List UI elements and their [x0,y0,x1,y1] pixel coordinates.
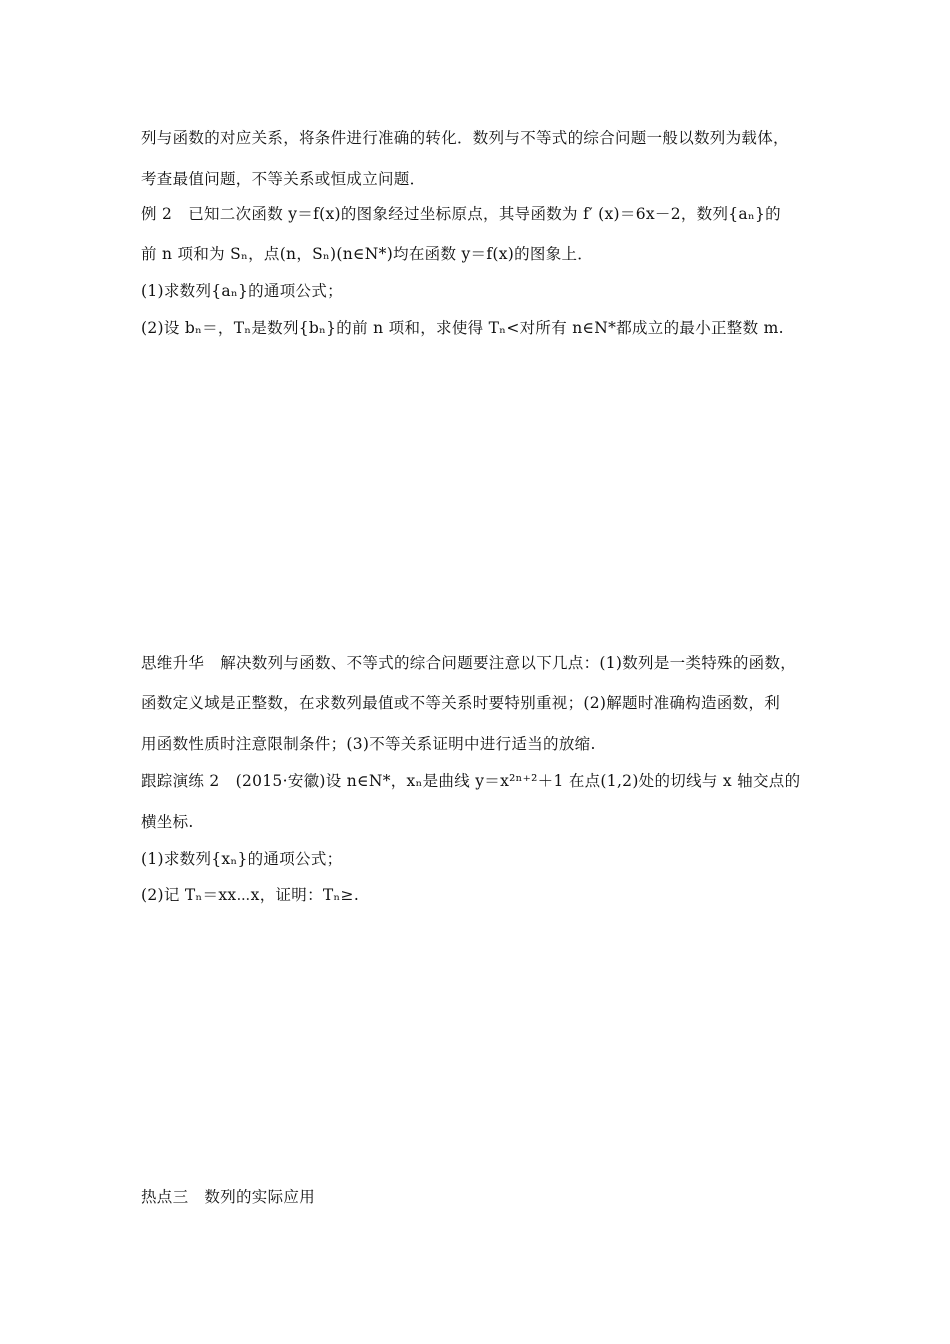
example-2-part-2: (2)设 bₙ＝，Tₙ是数列{bₙ}的前 n 项和，求使得 Tₙ<对所有 n∈N*都成立的最小正整数 m. [141,319,784,337]
section-title: 数列的实际应用 [204,1188,316,1206]
thinking-label: 思维升华 [141,654,205,672]
thinking-line-1 [141,653,796,673]
section-label: 热点三 [141,1188,189,1206]
practice-2-text: (2015·安徽)设 n∈N*，xₙ是曲线 y＝x²ⁿ⁺²＋1 在点(1,2)处的切线与 x 轴交点的 [235,772,801,790]
practice-2-line-2: 横坐标. [141,813,194,831]
example-2-label: 例 2 [141,205,173,223]
thinking-line-2: 函数定义域是正整数，在求数列最值或不等关系时要特别重视；(2)解题时准确构造函数，利 [141,694,781,712]
section-heading [141,1187,315,1207]
practice-2-line-1 [141,771,800,791]
example-2-line-1 [141,204,781,224]
practice-2-part-1: (1)求数列{xₙ}的通项公式； [141,850,343,868]
practice-2-label: 跟踪演练 2 [141,772,220,790]
paragraph-line: 列与函数的对应关系，将条件进行准确的转化．数列与不等式的综合问题一般以数列为载体， [141,129,789,147]
practice-2-part-2: (2)记 Tₙ＝xx⋯x，证明：Tₙ≥. [141,886,360,904]
thinking-text: 解决数列与函数、不等式的综合问题要注意以下几点：(1)数列是一类特殊的函数， [220,654,797,672]
example-2-line-2: 前 n 项和为 Sₙ，点(n，Sₙ)(n∈N*)均在函数 y＝f(x)的图象上． [141,245,594,263]
example-2-text: 已知二次函数 y＝f(x)的图象经过坐标原点，其导函数为 f′ (x)＝6x－2，数列{aₙ}的 [188,205,781,223]
example-2-part-1: (1)求数列{aₙ}的通项公式； [141,282,343,300]
paragraph-line: 考查最值问题，不等关系或恒成立问题． [141,170,426,188]
thinking-line-3: 用函数性质时注意限制条件；(3)不等关系证明中进行适当的放缩. [141,735,596,753]
